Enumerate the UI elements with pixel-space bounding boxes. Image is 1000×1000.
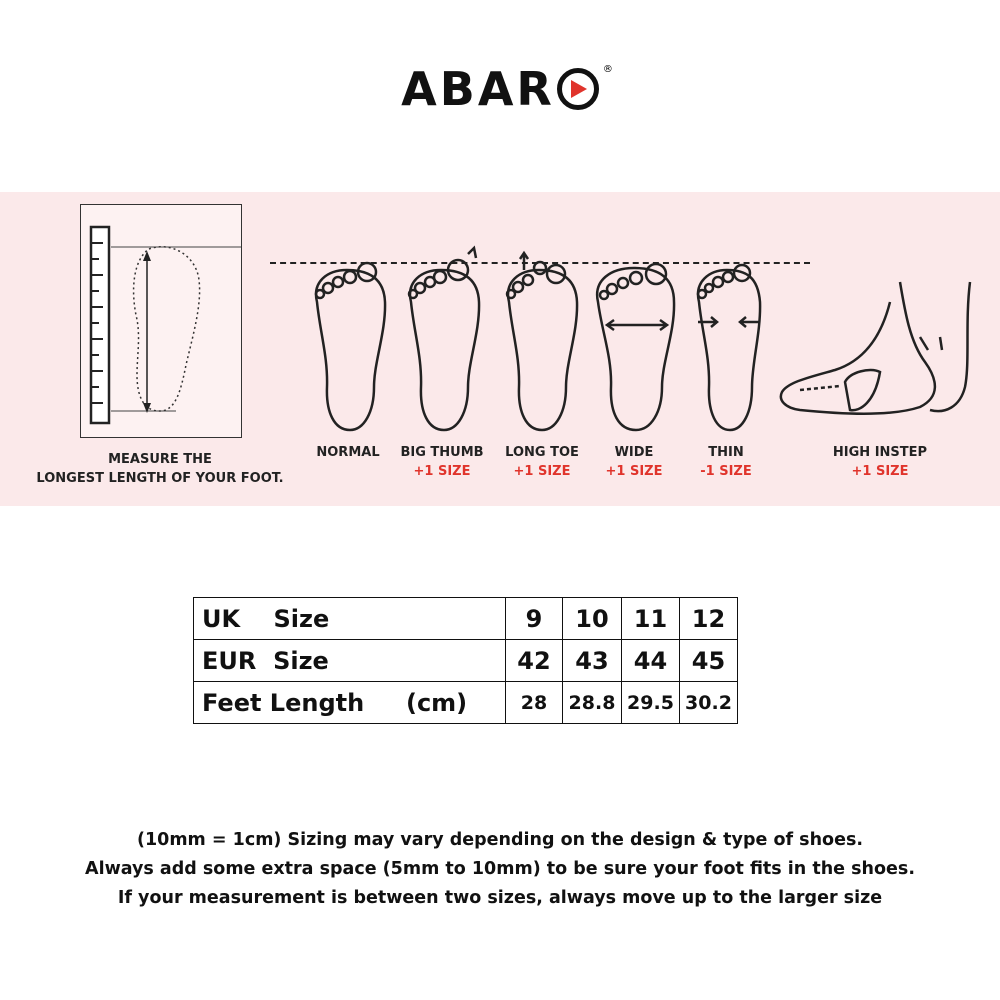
table-cell: 11 xyxy=(622,598,680,640)
measure-caption-line2: LONGEST LENGTH OF YOUR FOOT. xyxy=(36,471,284,486)
sizing-notes xyxy=(0,826,1000,913)
measure-caption-line1: MEASURE THE xyxy=(108,452,212,467)
table-cell: 30.2 xyxy=(680,682,738,724)
table-cell: 28 xyxy=(506,682,563,724)
foot-type-label: THIN xyxy=(708,445,744,460)
big-thumb-foot-icon xyxy=(409,248,479,430)
note-line: If your measurement is between two sizes, always move up to the larger size xyxy=(117,888,883,908)
size-adjustment: +1 SIZE xyxy=(851,464,909,479)
foot-type-label: LONG TOE xyxy=(505,445,579,460)
table-cell: 12 xyxy=(680,598,738,640)
foot-guide-band xyxy=(0,192,1000,506)
size-adjustment: +1 SIZE xyxy=(413,464,471,479)
table-cell: 10 xyxy=(563,598,622,640)
long-toe-foot-icon xyxy=(507,253,577,430)
foot-type-thin xyxy=(686,443,766,481)
measure-caption xyxy=(0,450,320,488)
size-adjustment: +1 SIZE xyxy=(513,464,571,479)
table-cell: 42 xyxy=(506,640,563,682)
table-cell: 45 xyxy=(680,640,738,682)
table-cell: 28.8 xyxy=(563,682,622,724)
foot-type-label: BIG THUMB xyxy=(400,445,484,460)
wide-foot-icon xyxy=(597,264,674,430)
table-row xyxy=(194,640,738,682)
foot-type-normal xyxy=(303,443,393,462)
table-cell: 43 xyxy=(563,640,622,682)
foot-type-label: HIGH INSTEP xyxy=(832,445,928,460)
size-adjustment: -1 SIZE xyxy=(700,464,752,479)
table-cell: 44 xyxy=(622,640,680,682)
foot-type-long-toe xyxy=(492,443,592,481)
brand-logo xyxy=(0,62,1000,116)
table-row xyxy=(194,682,738,724)
foot-type-wide xyxy=(594,443,674,481)
registered-mark: ® xyxy=(602,64,613,75)
thin-foot-icon xyxy=(698,265,760,430)
brand-name: ABAR xyxy=(401,62,555,116)
foot-type-big-thumb xyxy=(392,443,492,481)
size-adjustment: +1 SIZE xyxy=(605,464,663,479)
high-instep-foot-icon xyxy=(781,282,970,414)
normal-foot-icon xyxy=(316,263,385,430)
foot-types-illustration xyxy=(0,192,1000,442)
foot-type-label: NORMAL xyxy=(316,445,380,460)
row-header: Feet Length (cm) xyxy=(194,682,506,724)
foot-type-high-instep xyxy=(820,443,940,481)
note-line: (10mm = 1cm) Sizing may vary depending on the design & type of shoes. xyxy=(136,830,864,850)
note-line: Always add some extra space (5mm to 10mm) to be sure your foot fits in the shoes. xyxy=(85,859,915,879)
size-chart-table xyxy=(193,597,738,724)
table-row xyxy=(194,598,738,640)
table-cell: 9 xyxy=(506,598,563,640)
foot-type-label: WIDE xyxy=(614,445,654,460)
row-header: UK Size xyxy=(194,598,506,640)
play-icon xyxy=(557,68,599,110)
table-cell: 29.5 xyxy=(622,682,680,724)
row-header: EUR Size xyxy=(194,640,506,682)
